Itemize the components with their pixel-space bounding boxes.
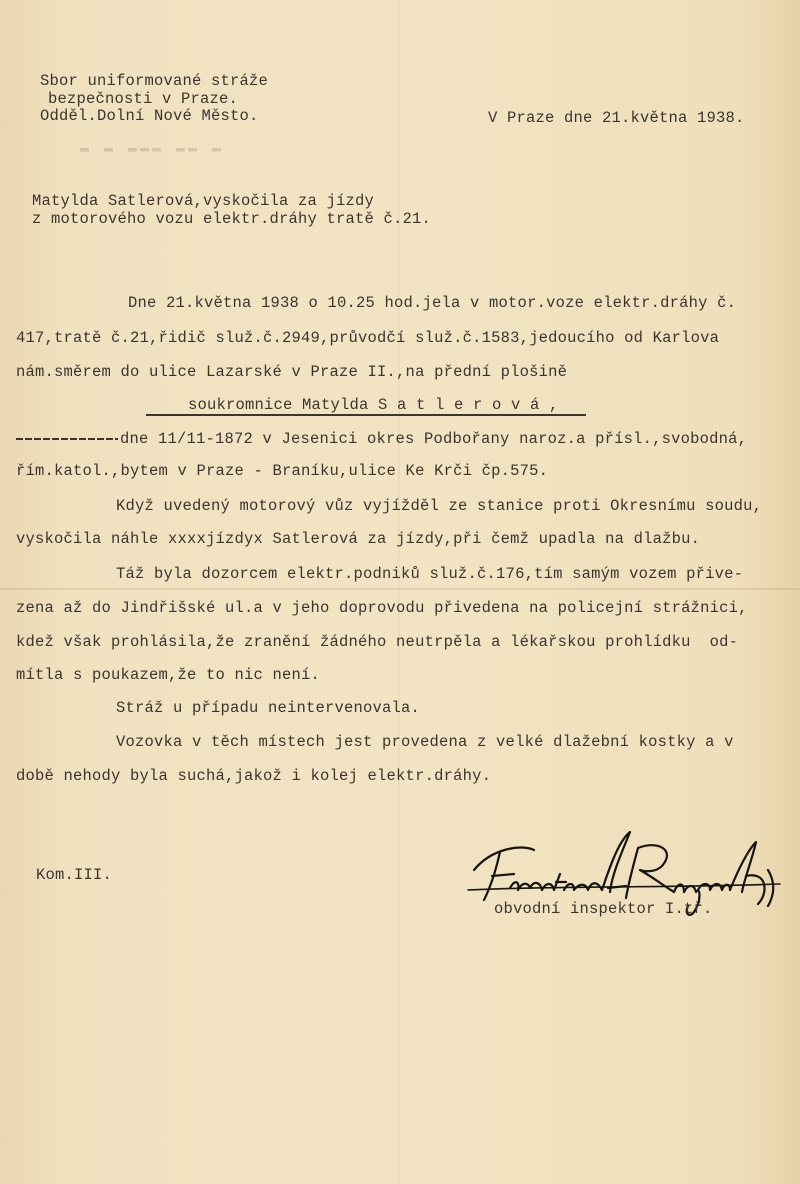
- body-p3-line-3: kdež však prohlásila,že zranění žádného neutrpěla a lékařskou prohlídku od-: [16, 633, 739, 651]
- body-p5-line-1: Vozovka v těch místech jest provedena z velké dlažební kostky a v: [116, 733, 734, 751]
- body-p3-line-2: zena až do Jindřišské ul.a v jeho doprovodu přivedena na policejní strážnici,: [16, 599, 748, 617]
- vertical-fold-mark: [398, 0, 400, 1184]
- body-p1-line-1: Dne 21.května 1938 o 10.25 hod.jela v motor.voze elektr.dráhy č.: [128, 294, 737, 312]
- department-note: Kom.III.: [36, 866, 113, 884]
- body-p2-line-2: vyskočila náhle xxxxjízdyx Satlerová za jízdy,při čemž upadla na dlažbu.: [16, 530, 701, 548]
- dash-fill-line: [16, 438, 118, 440]
- office-line-1: Sbor uniformované stráže: [40, 72, 269, 90]
- body-p1-line-4: soukromnice Matylda S a t l e r o v á ,: [188, 396, 559, 414]
- body-p2-line-1: Když uvedený motorový vůz vyjížděl ze stanice proti Okresnímu soudu,: [116, 497, 763, 515]
- name-underline: [146, 414, 586, 416]
- body-p1-line-2: 417,tratě č.21,řidič služ.č.2949,průvodčí služ.č.1583,jedoucího od Karlova: [16, 329, 720, 347]
- horizontal-fold-mark: [0, 588, 800, 590]
- subject-line-2: z motorového vozu elektr.dráhy tratě č.21.: [32, 210, 432, 228]
- subject-line-1: Matylda Satlerová,vyskočila za jízdy: [32, 192, 375, 210]
- office-line-2: bezpečnosti v Praze.: [48, 90, 239, 108]
- body-p3-line-4: mítla s poukazem,že to nic není.: [16, 666, 321, 684]
- body-p1-line-3: nám.směrem do ulice Lazarské v Praze II.,na přední plošině: [16, 363, 568, 381]
- office-line-3: Odděl.Dolní Nové Město.: [40, 107, 259, 125]
- faint-stamp-impression: ▬ ▬ ▬▬▬ ▬▬ ▬: [80, 140, 225, 157]
- body-p1-line-6: řím.katol.,bytem v Praze - Braníku,ulice Ke Krči čp.575.: [16, 462, 549, 480]
- inspector-rank: obvodní inspektor I.tř.: [494, 900, 713, 918]
- body-p1-line-5: dne 11/11-1872 v Jesenici okres Podbořany naroz.a přísl.,svobodná,: [120, 430, 748, 448]
- body-p3-line-1: Táž byla dozorcem elektr.podniků služ.č.176,tím samým vozem přive-: [116, 565, 744, 583]
- body-p5-line-2: době nehody byla suchá,jakož i kolej elektr.dráhy.: [16, 767, 492, 785]
- body-p4-line-1: Stráž u případu neintervenovala.: [116, 699, 421, 717]
- date-line: V Praze dne 21.května 1938.: [488, 109, 745, 127]
